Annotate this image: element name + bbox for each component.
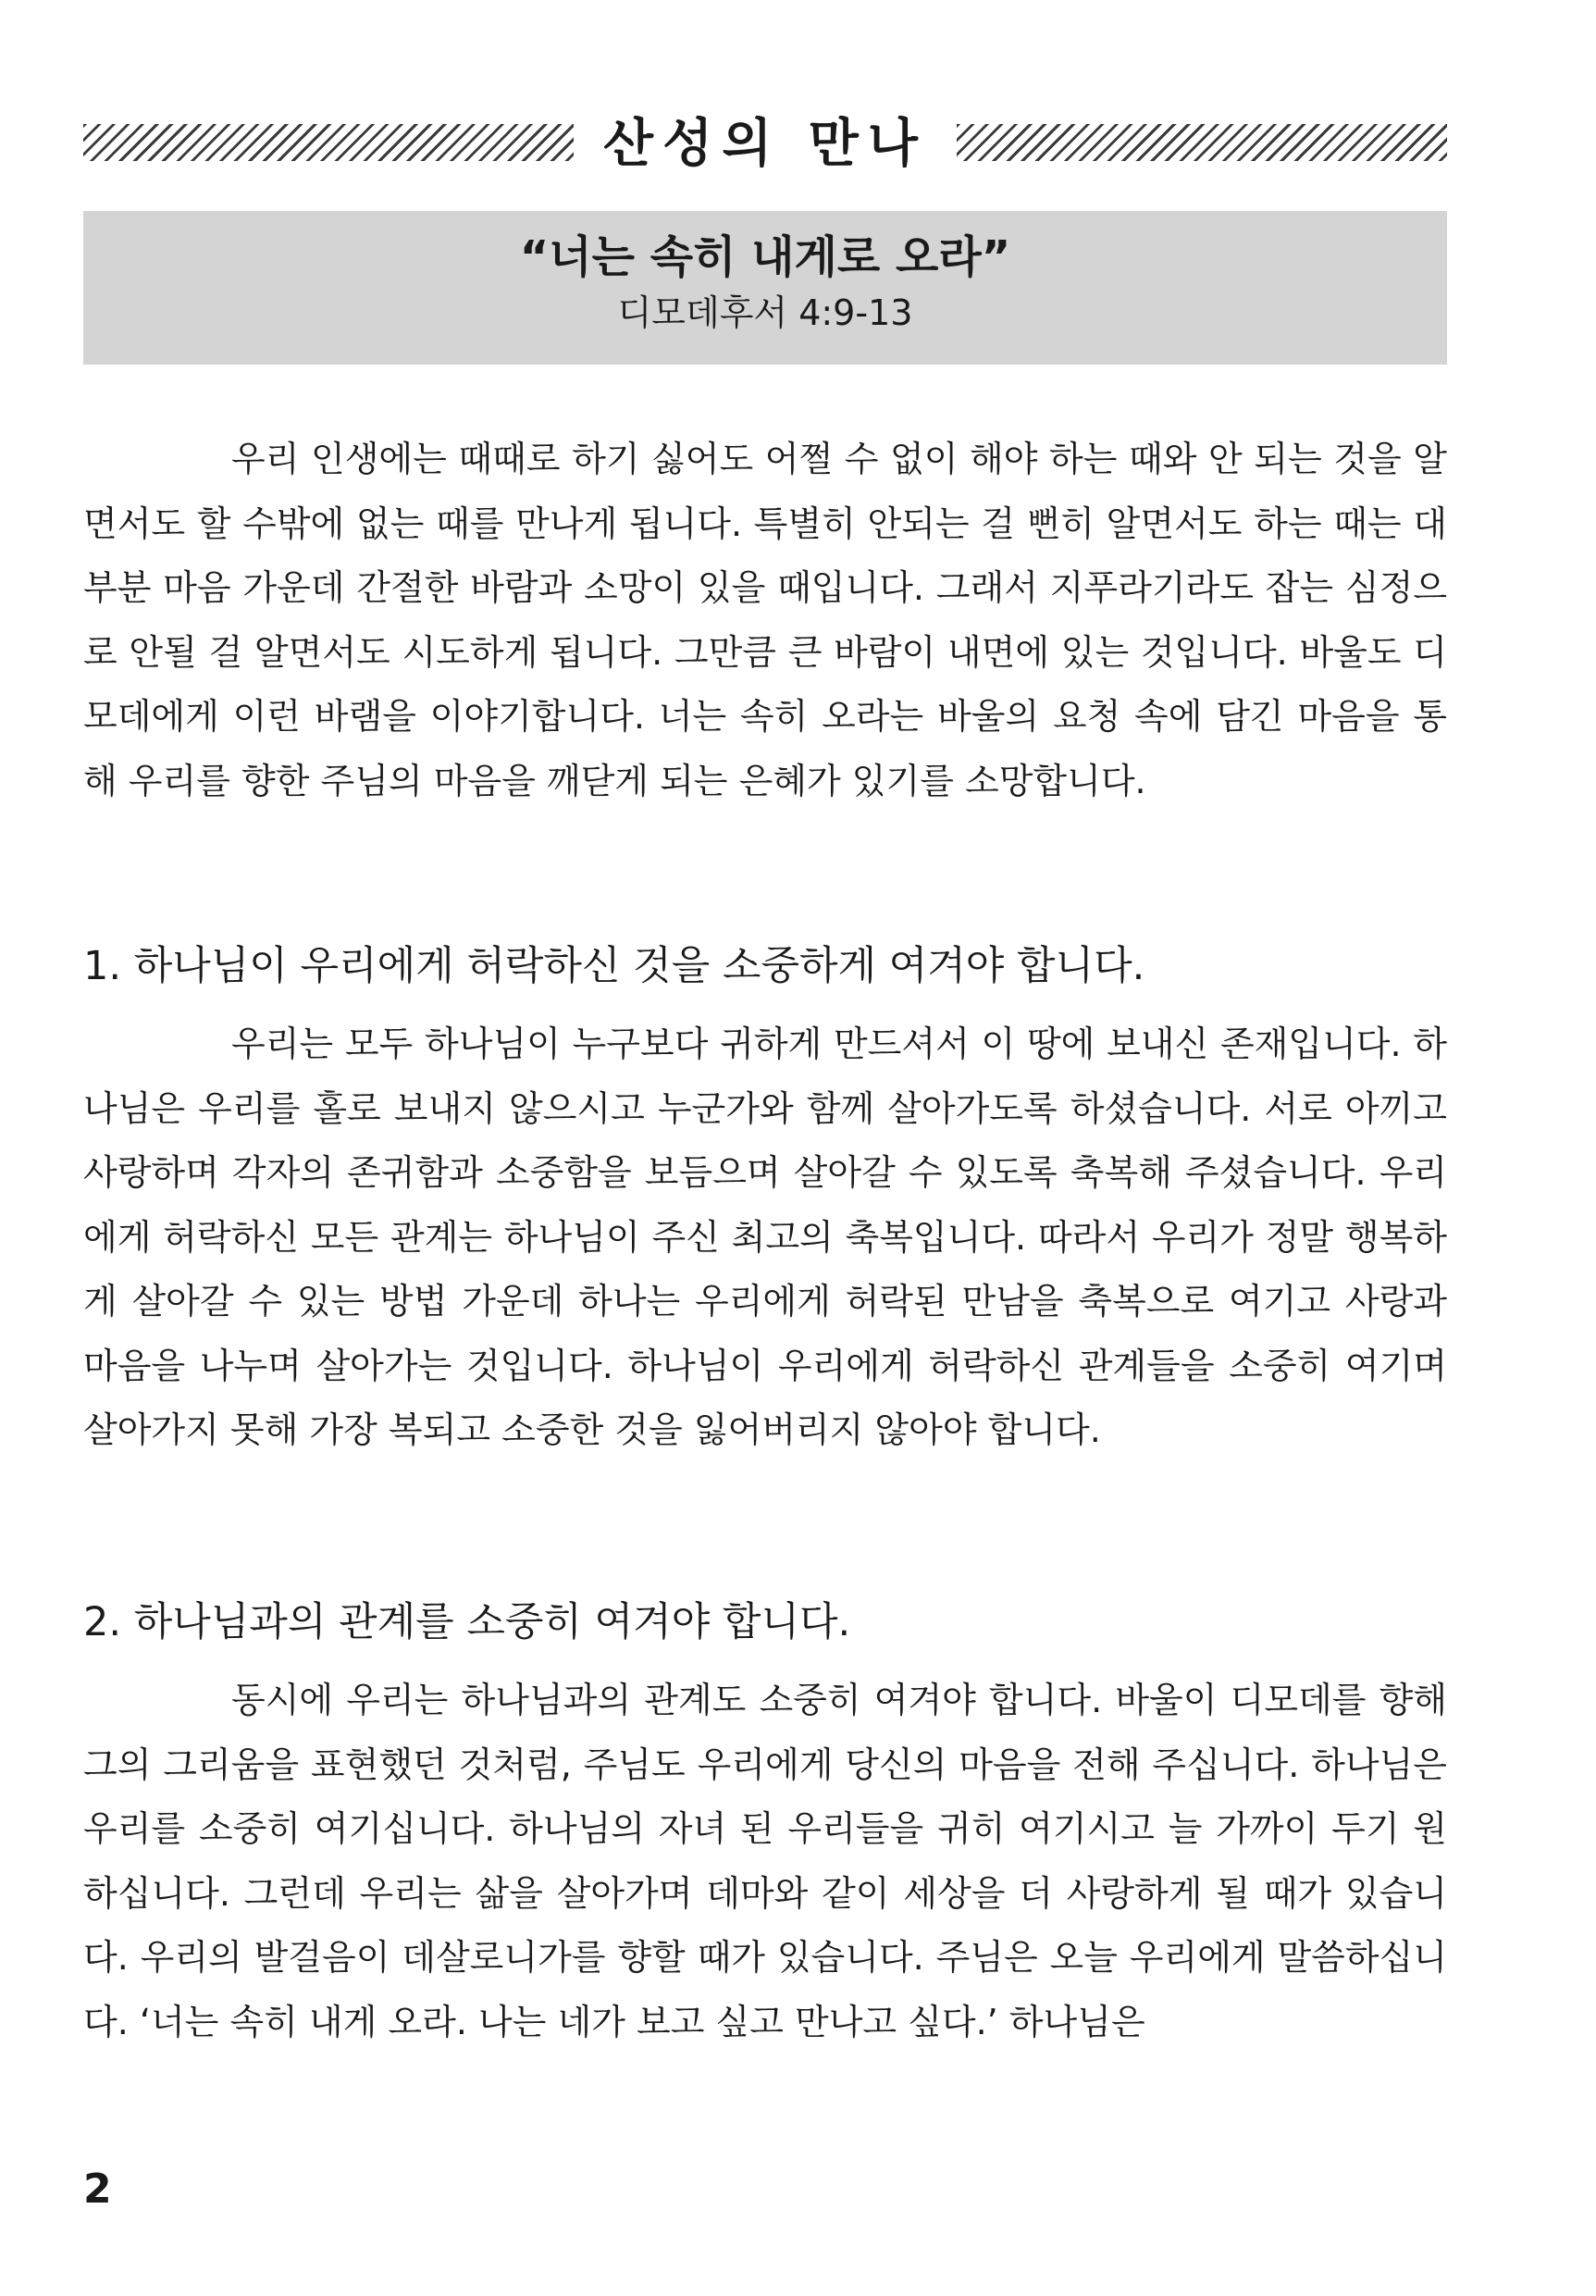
page-header bbox=[83, 111, 1447, 178]
page-number: 2 bbox=[83, 2166, 112, 2213]
scripture-reference: 디모데후서 4:9-13 bbox=[617, 292, 913, 333]
intro-paragraph: 우리 인생에는 때때로 하기 싫어도 어쩔 수 없이 해야 하는 때와 안 되는 것을 알면서도 할 수밖에 없는 때를 만나게 됩니다. 특별히 안되는 걸 뻔히 알면서도 하는 때는 대부분 마음 가운데 간절한 바람과 소망이 있을 때입니다. 그래서 지푸라기라도 잡는 심정으로 안될 걸 알면서도 시도하게 됩니다. 그만큼 큰 바람이 내면에 있는 것입니다. 바울도 디모데에게 이런 바램을 이야기합니다. 너는 속히 오라는 바울의 요청 속에 담긴 마음을 통해 우리를 향한 주님의 마음을 깨닫게 되는 은혜가 있기를 소망합니다. bbox=[83, 439, 1447, 801]
point-2-section bbox=[83, 1669, 1447, 2054]
point-2-heading: 2. 하나님과의 관계를 소중히 여겨야 합니다. bbox=[83, 1599, 851, 1645]
sermon-title: “너는 속히 내게로 오라” bbox=[519, 231, 1011, 283]
point-1-section bbox=[83, 1012, 1447, 1463]
point-2-paragraph: 동시에 우리는 하나님과의 관계도 소중히 여겨야 합니다. 바울이 디모데를 향해 그의 그리움을 표현했던 것처럼, 주님도 우리에게 당신의 마음을 전해 주십니다. 하나님은 우리를 소중히 여기십니다. 하나님의 자녀 된 우리들을 귀히 여기시고 늘 가까이 두기 원하십니다. 그런데 우리는 삶을 살아가며 데마와 같이 세상을 더 사랑하게 될 때가 있습니다. 우리의 발걸음이 데살로니가를 향할 때가 있습니다. 주님은 오늘 우리에게 말씀하십니다. ‘너는 속히 내게 오라. 나는 네가 보고 싶고 만나고 싶다.’ 하나님은 bbox=[83, 1680, 1447, 2042]
sermon-title-box bbox=[83, 211, 1447, 365]
point-1-paragraph: 우리는 모두 하나님이 누구보다 귀하게 만드셔서 이 땅에 보내신 존재입니다. 하나님은 우리를 홀로 보내지 않으시고 누군가와 함께 살아가도록 하셨습니다. 서로 아끼고 사랑하며 각자의 존귀함과 소중함을 보듬으며 살아갈 수 있도록 축복해 주셨습니다. 우리에게 허락하신 모든 관계는 하나님이 주신 최고의 축복입니다. 따라서 우리가 정말 행복하게 살아갈 수 있는 방법 가운데 하나는 우리에게 허락된 만남을 축복으로 여기고 사랑과 마음을 나누며 살아가는 것입니다. 하나님이 우리에게 허락하신 관계들을 소중히 여기며 살아가지 못해 가장 복되고 소중한 것을 잃어버리지 않아야 합니다. bbox=[83, 1024, 1447, 1450]
section-title: 산성의 만나 bbox=[603, 114, 927, 174]
hatch-decoration-left bbox=[83, 124, 574, 161]
hatch-decoration-right bbox=[957, 124, 1447, 161]
intro-section bbox=[83, 428, 1447, 813]
point-1-heading: 1. 하나님이 우리에게 허락하신 것을 소중하게 여겨야 합니다. bbox=[83, 943, 1145, 989]
